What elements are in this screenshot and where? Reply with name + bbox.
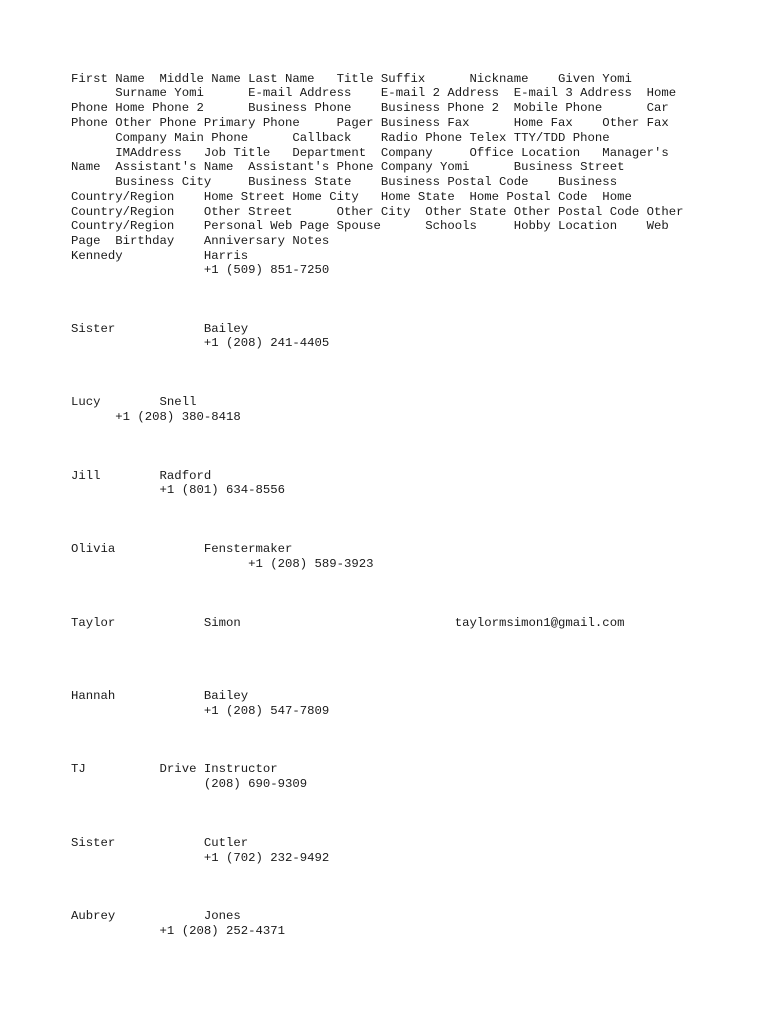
contact-phone-line: +1 (208) 252-4371 [71,924,286,938]
header-line: Page Birthday Anniversary Notes [71,234,330,248]
header-line: Phone Home Phone 2 Business Phone Business Phone 2 Mobile Phone Car [71,101,669,115]
header-line: Country/Region Home Street Home City Home State Home Postal Code Home [71,190,632,204]
contact-name-line: Sister Bailey [71,322,249,336]
contact-phone-line: (208) 690-9309 [71,777,308,791]
contact-phone-line: +1 (702) 232-9492 [71,851,330,865]
header-line: Name Assistant's Name Assistant's Phone Company Yomi Business Street [71,160,625,174]
contact-name-line: Sister Cutler [71,836,249,850]
contact-phone-line: +1 (208) 241-4405 [71,336,330,350]
contact-name-line: Olivia Fenstermaker [71,542,293,556]
header-line: Country/Region Personal Web Page Spouse Schools Hobby Location Web [71,219,669,233]
contact-phone-line: +1 (208) 589-3923 [71,557,374,571]
header-line: Business City Business State Business Postal Code Business [71,175,618,189]
contact-name-line: Lucy Snell [71,395,197,409]
contact-name-line: Hannah Bailey [71,689,249,703]
header-line: Company Main Phone Callback Radio Phone Telex TTY/TDD Phone [71,131,610,145]
contact-name-line: TJ Drive Instructor [71,762,278,776]
contact-name-line: Kennedy Harris [71,249,249,263]
header-line: Country/Region Other Street Other City Other State Other Postal Code Other [71,205,684,219]
header-line: Surname Yomi E-mail Address E-mail 2 Address E-mail 3 Address Home [71,86,677,100]
header-line: Phone Other Phone Primary Phone Pager Business Fax Home Fax Other Fax [71,116,669,130]
contact-phone-line: +1 (801) 634-8556 [71,483,286,497]
header-line: IMAddress Job Title Department Company Office Location Manager's [71,146,669,160]
contact-phone-line: +1 (208) 547-7809 [71,704,330,718]
contact-name-line: Jill Radford [71,469,212,483]
contact-phone-line: +1 (208) 380-8418 [71,410,241,424]
contact-name-line: Taylor Simon taylormsimon1@gmail.com [71,616,625,630]
contact-phone-line: +1 (509) 851-7250 [71,263,330,277]
contact-name-line: Aubrey Jones [71,909,241,923]
header-line: First Name Middle Name Last Name Title Suffix Nickname Given Yomi [71,72,632,86]
